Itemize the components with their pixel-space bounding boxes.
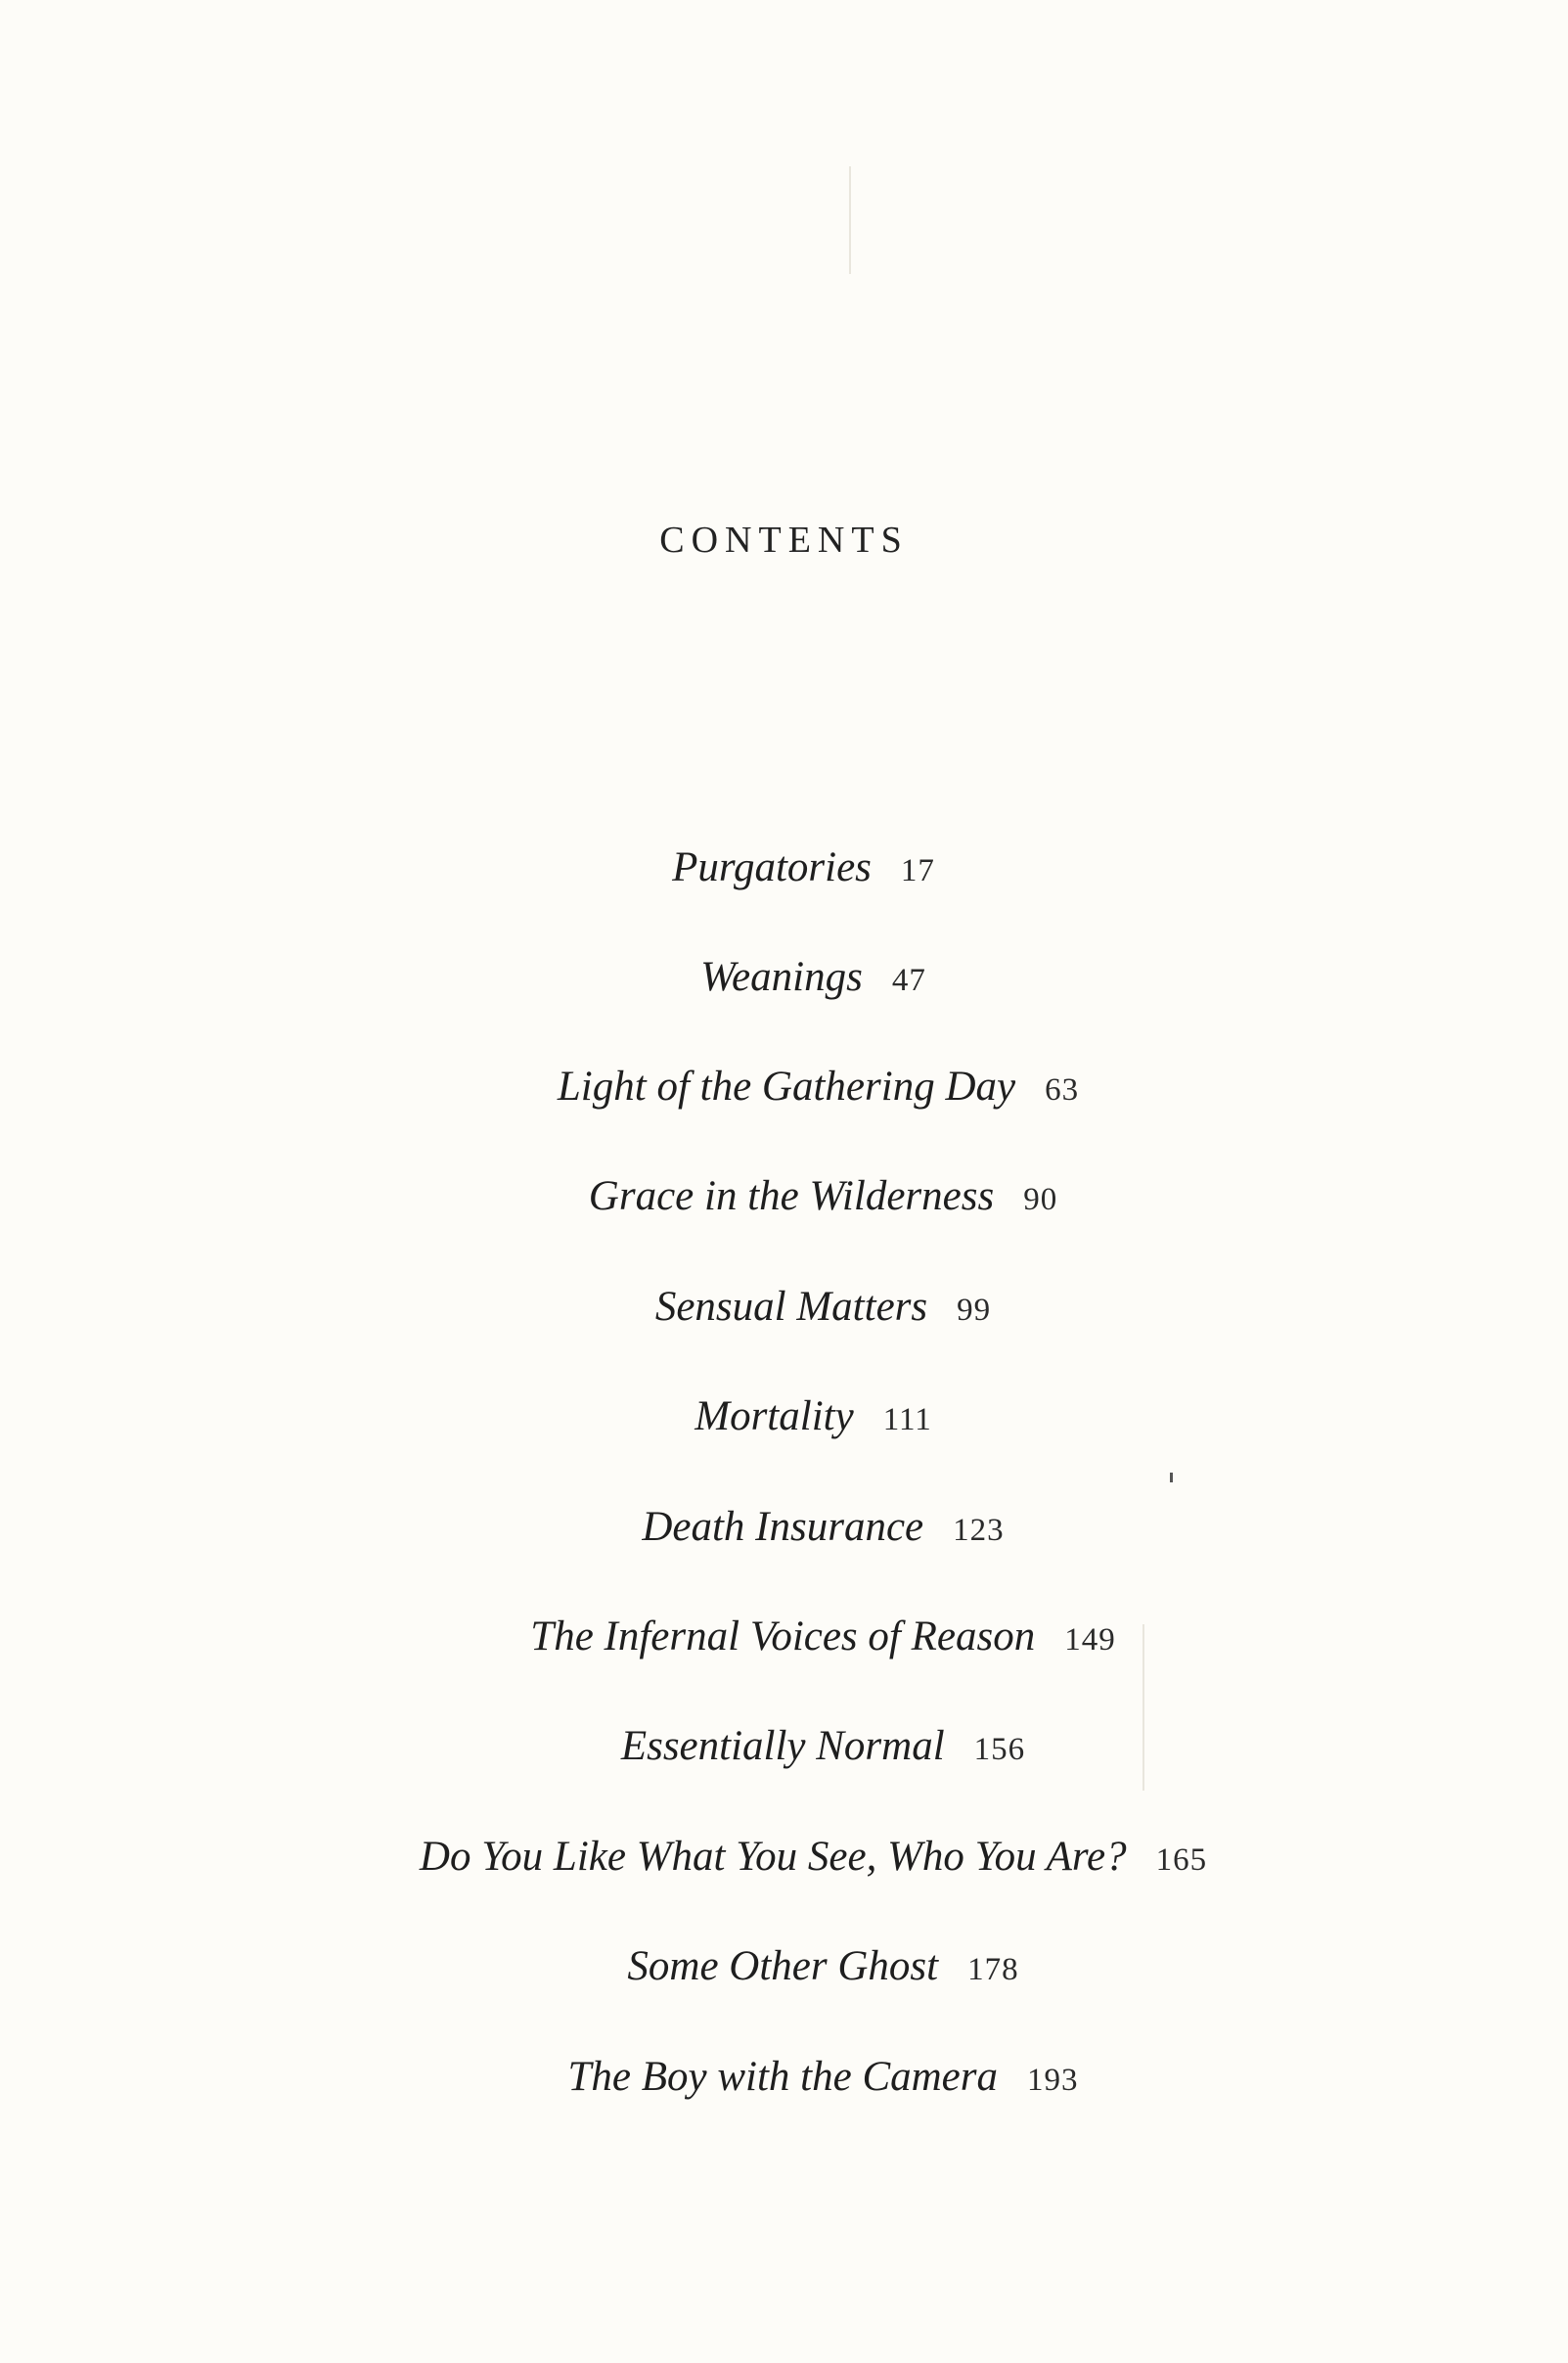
toc-entry-title: The Boy with the Camera — [567, 2054, 998, 2100]
toc-entry — [0, 1613, 1568, 1660]
toc-entry-title: Some Other Ghost — [627, 1943, 939, 1989]
toc-entry-title: Purgatories — [672, 844, 872, 890]
toc-entry-page: 149 — [1064, 1622, 1116, 1658]
toc-entry-title: Sensual Matters — [654, 1284, 928, 1330]
toc-entry-page: 17 — [900, 853, 935, 888]
toc-entry-page: 63 — [1045, 1072, 1080, 1108]
toc-entry-page: 99 — [957, 1293, 992, 1328]
toc-entry — [0, 1172, 1568, 1220]
toc-entry — [0, 1942, 1568, 1990]
toc-entry-page: 123 — [953, 1513, 1005, 1548]
scan-artifact — [1170, 1473, 1173, 1482]
toc-entry-title: Death Insurance — [642, 1504, 924, 1550]
toc-entry — [0, 953, 1568, 1001]
toc-entry-title: Mortality — [694, 1393, 854, 1439]
toc-entry-title: Light of the Gathering Day — [557, 1064, 1016, 1110]
toc-entry-page: 90 — [1023, 1182, 1058, 1217]
toc-entry-page: 156 — [973, 1732, 1026, 1767]
toc-entry-page: 178 — [967, 1952, 1019, 1987]
contents-heading: CONTENTS — [659, 520, 909, 561]
toc-entry-title: Essentially Normal — [620, 1723, 945, 1769]
toc-entry — [0, 1063, 1568, 1111]
toc-entry — [0, 2053, 1568, 2101]
toc-entry-title: Grace in the Wilderness — [588, 1173, 995, 1219]
toc-entry — [0, 1503, 1568, 1551]
toc-entry-title: Do You Like What You See, Who You Are? — [419, 1834, 1127, 1880]
toc-entry-page: 165 — [1155, 1842, 1208, 1878]
toc-entry-page: 47 — [891, 963, 926, 998]
toc-entry — [0, 1722, 1568, 1770]
toc-entry — [0, 1392, 1568, 1440]
toc-entry-page: 193 — [1027, 2063, 1079, 2098]
toc-entry-page: 111 — [882, 1402, 932, 1437]
toc-entry — [0, 843, 1568, 891]
scan-artifact — [849, 166, 851, 274]
toc-entry — [0, 1833, 1568, 1881]
toc-entry-title: Weanings — [700, 954, 863, 1000]
toc-entry — [0, 1283, 1568, 1331]
toc-entry-title: The Infernal Voices of Reason — [530, 1613, 1036, 1659]
